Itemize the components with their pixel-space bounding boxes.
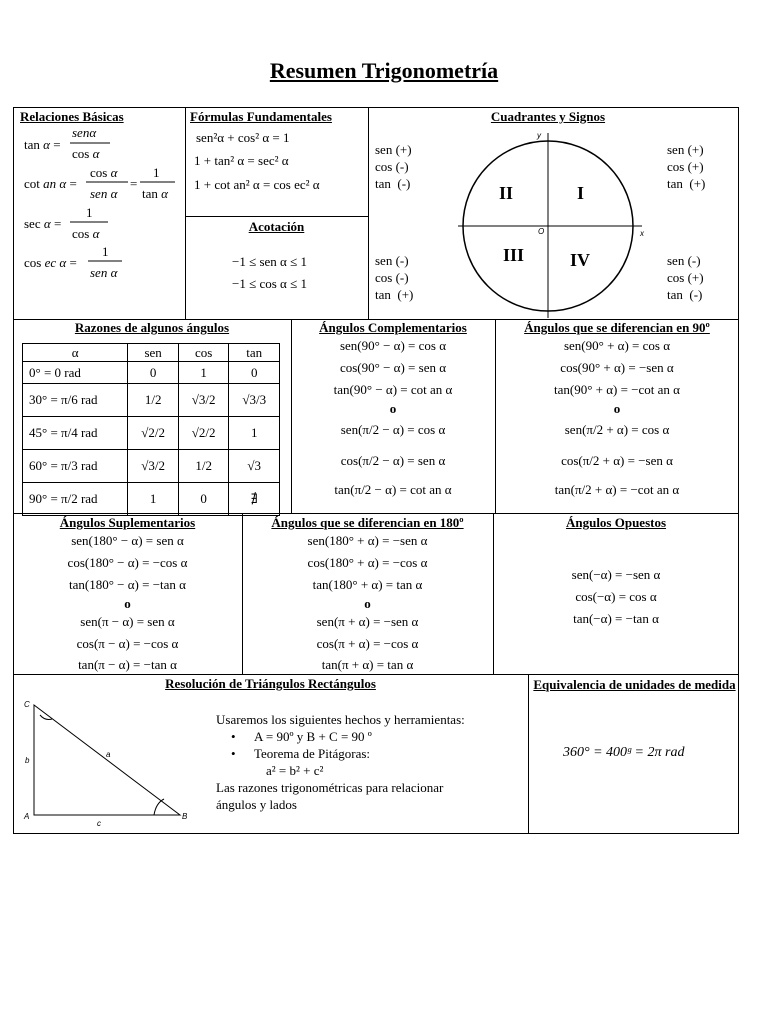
formula-line: sen(π/2 + α) = cos α	[564, 422, 670, 437]
formula-line: tan(180° + α) = tan α	[312, 577, 423, 592]
or-separator: o	[124, 596, 131, 611]
value-cell: ∄	[229, 483, 280, 516]
or-separator: o	[613, 401, 621, 416]
column-header: α	[23, 344, 128, 362]
origin-label: O	[538, 227, 545, 236]
formula-line: tan(−α) = −tan α	[573, 611, 659, 626]
side-b-label: b	[25, 756, 30, 765]
svg-text:1: 1	[102, 244, 109, 259]
vertex-a-label: A	[24, 812, 30, 821]
opuestos-header: Ángulos Opuestos	[565, 515, 667, 530]
svg-text:cot an α =: cot an α =	[24, 176, 77, 191]
triangulos-bullet-2: Teorema de Pitágoras:	[254, 746, 371, 761]
page-title: Resumen Trigonometría	[269, 58, 499, 83]
formula-line: sen(π/2 − α) = cos α	[340, 422, 446, 437]
formula-line: sen(π − α) = sen α	[80, 614, 175, 629]
formula-line: sen(180° − α) = sen α	[71, 533, 184, 548]
pitagoras-formula: a² = b² + c²	[266, 763, 324, 778]
formula-line: 1 + tan² α = sec² α	[194, 153, 289, 168]
formula-line: tan(180° − α) = −tan α	[69, 577, 186, 592]
value-cell: 1	[128, 483, 179, 516]
acotacion-line: −1 ≤ sen α ≤ 1	[232, 254, 307, 269]
formula-line: cos(90° − α) = sen α	[339, 360, 447, 375]
formula-line: sen(π + α) = −sen α	[316, 614, 419, 629]
equivalencia-header: Equivalencia de unidades de medida	[533, 677, 736, 692]
formula-line: sen(−α) = −sen α	[571, 567, 661, 582]
acotacion-line: −1 ≤ cos α ≤ 1	[232, 276, 307, 291]
svg-text:cos ec α =: cos ec α =	[24, 255, 77, 270]
formula-line: tan(90° − α) = cot an α	[333, 382, 453, 397]
formula-line: cos(π − α) = −cos α	[76, 636, 179, 651]
value-cell: √3	[229, 450, 280, 483]
signs-q4: sen (-) cos (+) tan (-)	[667, 253, 704, 302]
relaciones-formulas	[20, 125, 185, 285]
unit-circle-diagram	[450, 128, 660, 318]
or-separator: o	[364, 596, 371, 611]
value-cell: 0	[128, 362, 179, 384]
or-separator: o	[389, 401, 397, 416]
angle-cell: 30° = π/6 rad	[23, 384, 128, 417]
side-a-label: a	[106, 750, 111, 759]
formula-line: tan(π/2 − α) = cot an α	[334, 482, 452, 497]
formula-line: cos(90° + α) = −sen α	[560, 360, 674, 375]
formula-line: sen(90° − α) = cos α	[339, 338, 447, 353]
suplementarios-header: Ángulos Suplementarios	[59, 515, 196, 530]
signs-q1: sen (+) cos (+) tan (+)	[667, 142, 706, 191]
cuadrantes-header: Cuadrantes y Signos	[490, 109, 606, 124]
value-cell: √2/2	[128, 417, 179, 450]
svg-text:senα: senα	[72, 125, 97, 140]
formula-line: cos(180° + α) = −cos α	[307, 555, 428, 570]
svg-text:tan α =: tan α =	[24, 137, 61, 152]
dif180-header: Ángulos que se diferencian en 180º	[271, 515, 464, 530]
column-header: cos	[178, 344, 229, 362]
side-c-label: c	[97, 819, 101, 828]
svg-text:=: =	[130, 176, 138, 191]
svg-text:1: 1	[86, 205, 93, 220]
triangulos-outro-1: Las razones trigonométricas para relacionar	[216, 780, 444, 795]
triangulos-intro: Usaremos los siguientes hechos y herramientas:	[216, 712, 465, 727]
svg-text:sen α: sen α	[90, 186, 118, 201]
value-cell: 1/2	[178, 450, 229, 483]
svg-text:tan α: tan α	[142, 186, 168, 201]
acotacion-header: Acotación	[248, 219, 305, 234]
value-cell: 1	[229, 417, 280, 450]
signs-q3: sen (-) cos (-) tan (+)	[375, 253, 414, 302]
svg-text:sec α =: sec α =	[24, 216, 62, 231]
triangulos-header: Resolución de Triángulos Rectángulos	[165, 676, 376, 691]
signs-q2: sen (+) cos (-) tan (-)	[375, 142, 412, 191]
triangulos-outro-2: ángulos y lados	[216, 797, 297, 812]
y-axis-label: y	[537, 131, 541, 140]
vertex-b-label: B	[182, 812, 188, 821]
svg-text:cos α: cos α	[90, 165, 118, 180]
svg-text:cos α: cos α	[72, 226, 100, 241]
relaciones-header: Relaciones Básicas	[20, 109, 124, 124]
formula-line: tan(π/2 + α) = −cot an α	[554, 482, 680, 497]
formula-line: 1 + cot an² α = cos ec² α	[194, 177, 320, 192]
formula-line: cos(180° − α) = −cos α	[67, 555, 188, 570]
razones-table	[22, 343, 280, 516]
quadrant-label: III	[503, 245, 525, 265]
formulas-header: Fórmulas Fundamentales	[190, 109, 332, 124]
quadrant-label: II	[499, 183, 514, 203]
angle-cell: 60° = π/3 rad	[23, 450, 128, 483]
razones-header: Razones de algunos ángulos	[74, 320, 230, 335]
quadrant-label: I	[577, 183, 585, 203]
value-cell: √2/2	[178, 417, 229, 450]
formula-line: tan(π + α) = tan α	[321, 657, 414, 672]
svg-text:sen α: sen α	[90, 265, 118, 280]
angle-cell: 90° = π/2 rad	[23, 483, 128, 516]
bullet-dot: •	[231, 746, 236, 761]
formula-line: tan(90° + α) = −cot an α	[553, 382, 680, 397]
value-cell: √3/3	[229, 384, 280, 417]
formula-line: cos(π/2 + α) = −sen α	[561, 453, 673, 468]
quadrant-label: IV	[570, 250, 591, 270]
value-cell: 0	[178, 483, 229, 516]
formula-line: tan(π − α) = −tan α	[78, 657, 177, 672]
complementarios-header: Ángulos Complementarios	[319, 320, 467, 335]
angle-cell: 0° = 0 rad	[23, 362, 128, 384]
triangulos-bullet-1: A = 90º y B + C = 90 º	[254, 729, 372, 744]
value-cell: 0	[229, 362, 280, 384]
svg-text:cos α: cos α	[72, 146, 100, 161]
formula-line: sen(90° + α) = cos α	[563, 338, 671, 353]
angle-cell: 45° = π/4 rad	[23, 417, 128, 450]
value-cell: √3/2	[178, 384, 229, 417]
formula-line: sen(180° + α) = −sen α	[307, 533, 428, 548]
formula-line: cos(−α) = cos α	[575, 589, 657, 604]
formula-line: sen²α + cos² α = 1	[196, 130, 290, 145]
value-cell: 1	[178, 362, 229, 384]
svg-text:1: 1	[153, 165, 160, 180]
value-cell: √3/2	[128, 450, 179, 483]
value-cell: 1/2	[128, 384, 179, 417]
right-triangle-diagram	[20, 695, 195, 830]
column-header: sen	[128, 344, 179, 362]
formula-line: cos(π + α) = −cos α	[316, 636, 419, 651]
formula-line: cos(π/2 − α) = sen α	[340, 453, 446, 468]
bullet-dot: •	[231, 729, 236, 744]
column-header: tan	[229, 344, 280, 362]
x-axis-label: x	[640, 229, 644, 238]
dif90-header: Ángulos que se diferencian en 90º	[524, 320, 710, 335]
equivalencia-formula: 360° = 400ᵍ = 2π rad	[563, 745, 685, 760]
vertex-c-label: C	[24, 700, 30, 709]
